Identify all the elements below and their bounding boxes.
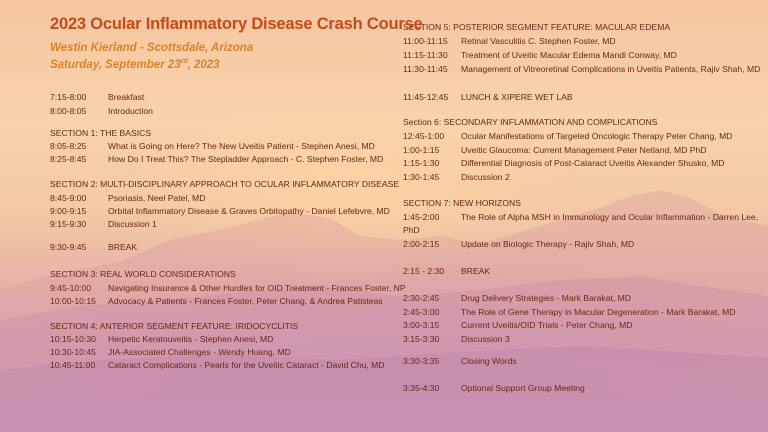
session-topic: Discussion 3 xyxy=(461,334,510,344)
session-topic: Herpetic Keratouveitis - Stephen Anesi, MD xyxy=(108,334,274,344)
schedule-row xyxy=(50,296,383,306)
session-topic: Treatment of Uveitic Macular Edema Mandi Conway, MD xyxy=(461,50,677,60)
session-topic: JIA-Associated Challenges - Wendy Huang, MD xyxy=(108,347,291,357)
session-time: 8:45-9:00 xyxy=(50,193,87,203)
session-time: 10:15-10:30 xyxy=(50,334,96,344)
section-heading: SECTION 4: ANTERIOR SEGMENT FEATURE: IRIDOCYCLITIS xyxy=(50,321,298,331)
session-topic: Drug Delivery Strategies - Mark Barakat, MD xyxy=(461,293,632,303)
schedule-row xyxy=(403,334,510,344)
session-time: 11:00-11:15 xyxy=(403,36,448,46)
schedule-row-break xyxy=(50,242,137,252)
session-topic: Orbital Inflammatory Disease & Graves Orbitopathy - Daniel Lefebvre, MD xyxy=(108,206,390,216)
schedule-row xyxy=(403,172,510,182)
session-time: 3:15-3:30 xyxy=(403,334,440,344)
session-topic: BREAK xyxy=(461,266,491,276)
schedule-row xyxy=(50,193,205,203)
event-date-suffix: rd xyxy=(180,58,188,65)
session-topic: Discussion 2 xyxy=(461,172,510,182)
session-topic: Breakfast xyxy=(108,92,145,102)
session-topic: Psoriasis, Neel Patel, MD xyxy=(108,193,206,203)
session-topic: Discussion 1 xyxy=(108,219,157,229)
schedule-row xyxy=(403,293,631,303)
session-time: 9:45-10:00 xyxy=(50,283,92,293)
session-topic: The Role of Gene Therapy in Macular Degeneration - Mark Barakat, MD xyxy=(461,307,736,317)
session-time: 1:00-1:15 xyxy=(403,145,440,155)
session-topic: Introduction xyxy=(108,106,153,116)
session-time: 11:30-11:45 xyxy=(403,64,448,74)
session-time: 10:30-10:45 xyxy=(50,347,96,357)
schedule-row xyxy=(403,50,677,60)
session-time: 1:15-1:30 xyxy=(403,158,440,168)
schedule-row xyxy=(50,219,157,229)
session-topic: Closing Words xyxy=(461,356,517,366)
session-time: 3:30-3:35 xyxy=(403,356,440,366)
schedule-row xyxy=(50,106,153,116)
schedule-row xyxy=(50,92,144,102)
schedule-row-break xyxy=(403,266,490,276)
schedule-row xyxy=(50,347,291,357)
event-location: Westin Kierland - Scottsdale, Arizona xyxy=(50,42,254,54)
session-topic: The Role of Alpha MSH in Immunology and Ocular Inflammation - Darren Lee, xyxy=(461,212,759,222)
session-topic: Advocacy & Patients - Frances Foster, Peter Chang, & Andrea Patisteas xyxy=(108,296,383,306)
session-time: 2:00-2:15 xyxy=(403,239,440,249)
session-time: 9:30-9:45 xyxy=(50,242,87,252)
session-topic: Uveitic Glaucoma: Current Management Peter Netland, MD PhD xyxy=(461,145,707,155)
schedule-row xyxy=(50,206,390,216)
event-date-year: , 2023 xyxy=(187,58,220,71)
session-topic: Update on Biologic Therapy - Rajiv Shah, MD xyxy=(461,239,635,249)
session-time: 3:35-4:30 xyxy=(403,383,440,393)
schedule-row xyxy=(403,158,725,168)
session-topic-continuation: PhD xyxy=(403,225,420,235)
schedule-row xyxy=(403,320,632,330)
schedule-row xyxy=(50,141,375,151)
session-topic: Optional Support Group Meeting xyxy=(461,383,585,393)
session-topic: What is Going on Here? The New Uveitis Patient - Stephen Anesi, MD xyxy=(108,141,375,151)
event-date xyxy=(50,58,220,71)
session-time: 11:45-12:45 xyxy=(403,92,449,102)
schedule-row xyxy=(403,131,732,141)
session-topic: Current Uveitis/OID Trials - Peter Chang, MD xyxy=(461,320,633,330)
session-time: 7:15-8:00 xyxy=(50,92,87,102)
schedule-row xyxy=(50,154,383,164)
schedule-row xyxy=(50,334,273,344)
session-topic: Retinal Vasculitis C. Stephen Foster, MD xyxy=(461,36,616,46)
session-time: 9:00-9:15 xyxy=(50,206,87,216)
schedule-row-lunch xyxy=(403,92,573,102)
session-time: 1:45-2:00 xyxy=(403,212,440,222)
session-topic: Differential Diagnosis of Post-Cataract Uveitis Alexander Shusko, MD xyxy=(461,158,725,168)
session-time: 10:00-10:15 xyxy=(50,296,96,306)
session-time: 8:05-8:25 xyxy=(50,141,87,151)
session-time: 8:25-8:45 xyxy=(50,154,87,164)
session-time: 11:15-11:30 xyxy=(403,50,448,60)
session-topic: Ocular Manifestations of Targeted Oncologic Therapy Peter Chang, MD xyxy=(461,131,733,141)
session-time: 2:45-3:00 xyxy=(403,307,440,317)
section-heading: SECTION 1: THE BASICS xyxy=(50,128,152,138)
session-topic: Management of Vitreoretinal Complications in Uveitis Patients, Rajiv Shah, MD xyxy=(461,64,761,74)
schedule-row xyxy=(403,356,517,366)
section-heading: SECTION 5: POSTERIOR SEGMENT FEATURE: MACULAR EDEMA xyxy=(403,22,671,32)
session-time: 2:15 - 2:30 xyxy=(403,266,445,276)
session-topic: Cataract Complications - Pearls for the Uveitic Cataract - David Chu, MD xyxy=(108,360,385,370)
schedule-row xyxy=(50,360,385,370)
session-time: 1:30-1:45 xyxy=(403,172,440,182)
schedule-row xyxy=(403,212,758,222)
session-time: 2:30-2:45 xyxy=(403,293,440,303)
session-topic: LUNCH & XIPERE WET LAB xyxy=(461,92,573,102)
section-heading: SECTION 7: NEW HORIZONS xyxy=(403,198,521,208)
page-title: 2023 Ocular Inflammatory Disease Crash Course xyxy=(50,15,423,33)
schedule-row xyxy=(403,36,616,46)
section-heading: Section 6: SECONDARY INFLAMMATION AND COMPLICATIONS xyxy=(403,117,658,127)
session-topic: BREAK xyxy=(108,242,138,252)
session-time: 10:45-11:00 xyxy=(50,360,96,370)
schedule-row xyxy=(403,64,760,74)
section-heading: SECTION 2: MULTI-DISCIPLINARY APPROACH TO OCULAR INFLAMMATORY DISEASE xyxy=(50,179,400,189)
schedule-row xyxy=(403,145,707,155)
session-time: 3:00-3:15 xyxy=(403,320,440,330)
session-time: 9:15-9:30 xyxy=(50,219,87,229)
session-topic: Navigating Insurance & Other Hurdles for OID Treatment - Frances Foster, NP xyxy=(108,283,406,293)
section-heading: SECTION 3: REAL WORLD CONSIDERATIONS xyxy=(50,269,236,279)
session-time: 12:45-1:00 xyxy=(403,131,445,141)
event-date-main: Saturday, September 23 xyxy=(50,58,181,71)
schedule-row xyxy=(403,307,736,317)
session-time: 8:00-8:05 xyxy=(50,106,87,116)
schedule-row xyxy=(403,239,634,249)
schedule-row xyxy=(403,383,585,393)
schedule-row xyxy=(50,283,406,293)
session-topic: How Do I Treat This? The Stepladder Approach - C. Stephen Foster, MD xyxy=(108,154,384,164)
